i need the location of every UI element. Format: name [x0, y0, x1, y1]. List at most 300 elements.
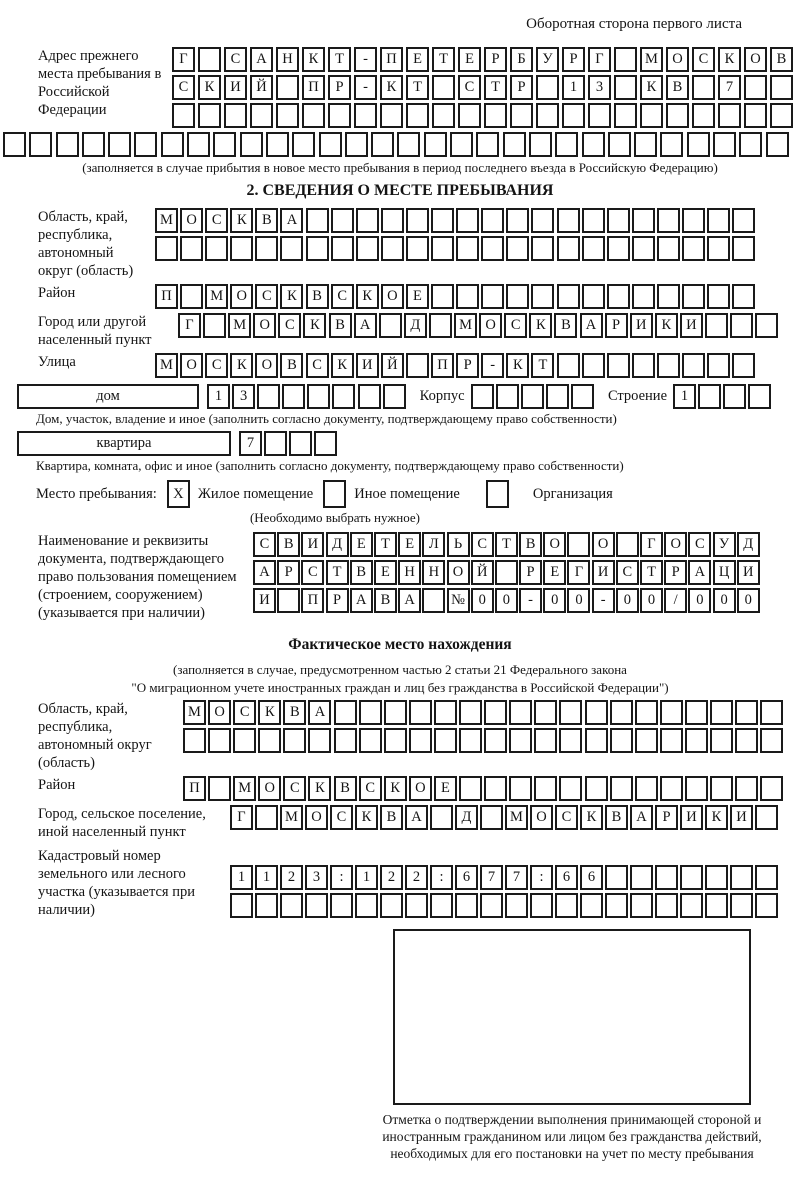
char-box[interactable] — [331, 236, 354, 261]
char-box[interactable]: Г — [178, 313, 201, 338]
char-box[interactable] — [280, 236, 303, 261]
char-box[interactable] — [3, 132, 26, 157]
char-box[interactable] — [495, 560, 518, 585]
char-box[interactable] — [29, 132, 52, 157]
char-box[interactable] — [730, 865, 753, 890]
char-box[interactable] — [289, 431, 312, 456]
char-box[interactable] — [431, 284, 454, 309]
char-box[interactable] — [276, 75, 299, 100]
char-box[interactable] — [557, 284, 580, 309]
char-box[interactable]: А — [253, 560, 276, 585]
char-box[interactable]: - — [592, 588, 615, 613]
char-box[interactable] — [630, 865, 653, 890]
char-box[interactable] — [559, 776, 582, 801]
char-box[interactable]: : — [430, 865, 453, 890]
char-box[interactable]: К — [303, 313, 326, 338]
char-box[interactable] — [480, 805, 503, 830]
char-box[interactable] — [616, 532, 639, 557]
char-box[interactable]: Е — [406, 47, 429, 72]
char-box[interactable] — [397, 132, 420, 157]
char-box[interactable]: Е — [350, 532, 373, 557]
char-box[interactable] — [718, 103, 741, 128]
char-box[interactable] — [459, 700, 482, 725]
char-box[interactable]: В — [306, 284, 329, 309]
char-box[interactable] — [730, 893, 753, 918]
char-box[interactable] — [555, 132, 578, 157]
char-box[interactable]: И — [730, 805, 753, 830]
char-box[interactable]: И — [224, 75, 247, 100]
char-box[interactable] — [657, 353, 680, 378]
char-box[interactable] — [456, 284, 479, 309]
char-box[interactable] — [571, 384, 594, 409]
char-box[interactable] — [484, 700, 507, 725]
char-box[interactable] — [509, 728, 532, 753]
char-box[interactable] — [180, 236, 203, 261]
char-box[interactable] — [531, 284, 554, 309]
char-box[interactable]: О — [479, 313, 502, 338]
char-box[interactable]: № — [447, 588, 470, 613]
char-box[interactable] — [614, 75, 637, 100]
char-box[interactable] — [358, 384, 381, 409]
char-box[interactable] — [356, 208, 379, 233]
char-box[interactable] — [455, 893, 478, 918]
char-box[interactable]: Н — [422, 560, 445, 585]
char-box[interactable]: В — [350, 560, 373, 585]
char-box[interactable]: - — [354, 47, 377, 72]
char-box[interactable] — [331, 208, 354, 233]
char-box[interactable]: В — [380, 805, 403, 830]
char-box[interactable] — [213, 132, 236, 157]
char-box[interactable] — [233, 728, 256, 753]
char-box[interactable] — [682, 284, 705, 309]
char-box[interactable] — [429, 313, 452, 338]
char-box[interactable] — [640, 103, 663, 128]
char-box[interactable]: П — [155, 284, 178, 309]
char-box[interactable]: О — [208, 700, 231, 725]
char-box[interactable] — [266, 132, 289, 157]
char-box[interactable] — [582, 208, 605, 233]
char-box[interactable] — [755, 893, 778, 918]
char-box[interactable] — [585, 728, 608, 753]
char-box[interactable]: М — [205, 284, 228, 309]
char-box[interactable]: И — [737, 560, 760, 585]
char-box[interactable] — [735, 700, 758, 725]
char-box[interactable] — [459, 728, 482, 753]
char-box[interactable]: М — [155, 353, 178, 378]
char-box[interactable] — [450, 132, 473, 157]
char-box[interactable] — [608, 132, 631, 157]
char-box[interactable] — [506, 208, 529, 233]
char-box[interactable] — [732, 284, 755, 309]
char-box[interactable] — [557, 353, 580, 378]
char-box[interactable]: М — [505, 805, 528, 830]
char-box[interactable] — [705, 313, 728, 338]
char-box[interactable] — [431, 236, 454, 261]
char-box[interactable] — [264, 431, 287, 456]
char-box[interactable] — [183, 728, 206, 753]
char-box[interactable] — [531, 236, 554, 261]
char-box[interactable]: 0 — [713, 588, 736, 613]
char-box[interactable] — [406, 236, 429, 261]
char-box[interactable] — [56, 132, 79, 157]
char-box[interactable]: Д — [737, 532, 760, 557]
char-box[interactable]: Л — [422, 532, 445, 557]
char-box[interactable] — [334, 728, 357, 753]
char-box[interactable] — [302, 103, 325, 128]
char-box[interactable]: С — [253, 532, 276, 557]
char-box[interactable]: 1 — [673, 384, 696, 409]
char-box[interactable] — [632, 236, 655, 261]
char-box[interactable] — [557, 236, 580, 261]
char-box[interactable]: К — [356, 284, 379, 309]
char-box[interactable] — [607, 208, 630, 233]
char-box[interactable] — [610, 700, 633, 725]
char-box[interactable] — [739, 132, 762, 157]
char-box[interactable]: - — [354, 75, 377, 100]
char-box[interactable] — [707, 353, 730, 378]
char-box[interactable] — [277, 588, 300, 613]
char-box[interactable]: В — [255, 208, 278, 233]
char-box[interactable] — [710, 700, 733, 725]
char-box[interactable]: Е — [374, 560, 397, 585]
char-box[interactable] — [155, 236, 178, 261]
char-box[interactable] — [380, 893, 403, 918]
char-box[interactable] — [198, 47, 221, 72]
char-box[interactable]: К — [506, 353, 529, 378]
char-box[interactable] — [334, 700, 357, 725]
char-box[interactable]: Б — [510, 47, 533, 72]
char-box[interactable] — [557, 208, 580, 233]
char-box[interactable] — [456, 208, 479, 233]
char-box[interactable] — [534, 700, 557, 725]
inoe-checkbox[interactable] — [323, 480, 346, 508]
char-box[interactable] — [660, 700, 683, 725]
char-box[interactable] — [755, 805, 778, 830]
char-box[interactable] — [409, 728, 432, 753]
char-box[interactable]: 7 — [480, 865, 503, 890]
char-box[interactable]: И — [301, 532, 324, 557]
char-box[interactable]: Р — [605, 313, 628, 338]
char-box[interactable]: А — [580, 313, 603, 338]
char-box[interactable] — [682, 353, 705, 378]
char-box[interactable] — [582, 353, 605, 378]
char-box[interactable] — [208, 728, 231, 753]
char-box[interactable]: С — [331, 284, 354, 309]
char-box[interactable]: Р — [328, 75, 351, 100]
char-box[interactable]: 6 — [455, 865, 478, 890]
char-box[interactable]: С — [616, 560, 639, 585]
char-box[interactable]: Р — [519, 560, 542, 585]
char-box[interactable]: С — [283, 776, 306, 801]
char-box[interactable]: Д — [404, 313, 427, 338]
char-box[interactable] — [405, 893, 428, 918]
char-box[interactable]: П — [301, 588, 324, 613]
char-box[interactable] — [614, 103, 637, 128]
char-box[interactable] — [610, 776, 633, 801]
char-box[interactable]: - — [481, 353, 504, 378]
char-box[interactable] — [536, 103, 559, 128]
char-box[interactable] — [605, 893, 628, 918]
char-box[interactable] — [381, 236, 404, 261]
char-box[interactable] — [406, 208, 429, 233]
char-box[interactable] — [459, 776, 482, 801]
char-box[interactable]: 6 — [580, 865, 603, 890]
char-box[interactable] — [713, 132, 736, 157]
char-box[interactable] — [283, 728, 306, 753]
char-box[interactable] — [481, 284, 504, 309]
char-box[interactable] — [605, 865, 628, 890]
char-box[interactable] — [345, 132, 368, 157]
char-box[interactable] — [280, 893, 303, 918]
char-box[interactable] — [381, 208, 404, 233]
char-box[interactable]: А — [350, 588, 373, 613]
char-box[interactable] — [161, 132, 184, 157]
char-box[interactable] — [666, 103, 689, 128]
char-box[interactable] — [735, 776, 758, 801]
char-box[interactable] — [705, 893, 728, 918]
char-box[interactable]: Д — [455, 805, 478, 830]
char-box[interactable] — [770, 103, 793, 128]
char-box[interactable] — [580, 893, 603, 918]
char-box[interactable] — [682, 236, 705, 261]
char-box[interactable] — [205, 236, 228, 261]
char-box[interactable] — [380, 103, 403, 128]
char-box[interactable] — [484, 728, 507, 753]
char-box[interactable]: М — [280, 805, 303, 830]
char-box[interactable] — [531, 208, 554, 233]
char-box[interactable] — [680, 865, 703, 890]
char-box[interactable] — [660, 728, 683, 753]
char-box[interactable] — [354, 103, 377, 128]
char-box[interactable]: Р — [664, 560, 687, 585]
char-box[interactable] — [585, 700, 608, 725]
char-box[interactable] — [687, 132, 710, 157]
char-box[interactable] — [356, 236, 379, 261]
char-box[interactable] — [506, 284, 529, 309]
char-box[interactable]: Р — [484, 47, 507, 72]
char-box[interactable]: К — [302, 47, 325, 72]
char-box[interactable] — [707, 284, 730, 309]
char-box[interactable]: В — [334, 776, 357, 801]
char-box[interactable] — [555, 893, 578, 918]
char-box[interactable]: Ц — [713, 560, 736, 585]
char-box[interactable]: / — [664, 588, 687, 613]
char-box[interactable] — [735, 728, 758, 753]
char-box[interactable]: : — [330, 865, 353, 890]
char-box[interactable]: Р — [456, 353, 479, 378]
char-box[interactable] — [503, 132, 526, 157]
char-box[interactable]: 3 — [588, 75, 611, 100]
char-box[interactable] — [582, 236, 605, 261]
char-box[interactable]: 1 — [255, 865, 278, 890]
char-box[interactable]: В — [666, 75, 689, 100]
char-box[interactable] — [582, 132, 605, 157]
char-box[interactable]: С — [359, 776, 382, 801]
char-box[interactable] — [257, 384, 280, 409]
char-box[interactable]: Р — [277, 560, 300, 585]
char-box[interactable]: Р — [510, 75, 533, 100]
char-box[interactable] — [258, 728, 281, 753]
char-box[interactable]: А — [688, 560, 711, 585]
char-box[interactable] — [432, 75, 455, 100]
char-box[interactable]: 3 — [305, 865, 328, 890]
char-box[interactable] — [732, 208, 755, 233]
char-box[interactable]: Т — [640, 560, 663, 585]
char-box[interactable] — [732, 236, 755, 261]
char-box[interactable]: О — [258, 776, 281, 801]
char-box[interactable]: М — [155, 208, 178, 233]
char-box[interactable]: И — [680, 313, 703, 338]
char-box[interactable] — [585, 776, 608, 801]
char-box[interactable]: 0 — [495, 588, 518, 613]
char-box[interactable]: С — [301, 560, 324, 585]
char-box[interactable]: В — [329, 313, 352, 338]
char-box[interactable]: О — [664, 532, 687, 557]
char-box[interactable]: О — [180, 208, 203, 233]
char-box[interactable]: И — [592, 560, 615, 585]
char-box[interactable] — [582, 284, 605, 309]
char-box[interactable]: У — [536, 47, 559, 72]
char-box[interactable]: С — [233, 700, 256, 725]
char-box[interactable] — [534, 776, 557, 801]
char-box[interactable] — [431, 208, 454, 233]
char-box[interactable]: Т — [432, 47, 455, 72]
char-box[interactable] — [108, 132, 131, 157]
char-box[interactable]: 0 — [471, 588, 494, 613]
char-box[interactable] — [379, 313, 402, 338]
char-box[interactable] — [505, 893, 528, 918]
char-box[interactable] — [484, 776, 507, 801]
char-box[interactable] — [710, 728, 733, 753]
char-box[interactable] — [692, 75, 715, 100]
char-box[interactable] — [705, 865, 728, 890]
char-box[interactable] — [534, 728, 557, 753]
char-box[interactable] — [432, 103, 455, 128]
char-box[interactable] — [383, 384, 406, 409]
char-box[interactable]: 0 — [567, 588, 590, 613]
char-box[interactable]: М — [183, 700, 206, 725]
char-box[interactable]: Т — [374, 532, 397, 557]
char-box[interactable]: Т — [531, 353, 554, 378]
char-box[interactable]: 0 — [543, 588, 566, 613]
char-box[interactable] — [471, 384, 494, 409]
char-box[interactable]: К — [198, 75, 221, 100]
char-box[interactable] — [730, 313, 753, 338]
char-box[interactable]: К — [580, 805, 603, 830]
char-box[interactable]: 1 — [562, 75, 585, 100]
char-box[interactable] — [384, 700, 407, 725]
char-box[interactable] — [359, 700, 382, 725]
char-box[interactable]: А — [280, 208, 303, 233]
char-box[interactable]: О — [253, 313, 276, 338]
char-box[interactable]: К — [308, 776, 331, 801]
char-box[interactable]: 2 — [405, 865, 428, 890]
char-box[interactable]: О — [543, 532, 566, 557]
char-box[interactable]: М — [233, 776, 256, 801]
char-box[interactable]: Р — [655, 805, 678, 830]
char-box[interactable]: А — [405, 805, 428, 830]
char-box[interactable]: 7 — [718, 75, 741, 100]
char-box[interactable]: С — [278, 313, 301, 338]
char-box[interactable]: О — [530, 805, 553, 830]
char-box[interactable]: А — [354, 313, 377, 338]
char-box[interactable] — [282, 384, 305, 409]
char-box[interactable] — [422, 588, 445, 613]
char-box[interactable]: С — [504, 313, 527, 338]
char-box[interactable]: О — [409, 776, 432, 801]
char-box[interactable] — [760, 700, 783, 725]
char-box[interactable]: Г — [567, 560, 590, 585]
char-box[interactable] — [430, 893, 453, 918]
char-box[interactable] — [292, 132, 315, 157]
char-box[interactable] — [406, 353, 429, 378]
char-box[interactable] — [562, 103, 585, 128]
char-box[interactable] — [707, 236, 730, 261]
char-box[interactable] — [607, 353, 630, 378]
char-box[interactable] — [723, 384, 746, 409]
char-box[interactable] — [458, 103, 481, 128]
char-box[interactable]: О — [381, 284, 404, 309]
char-box[interactable]: С — [172, 75, 195, 100]
char-box[interactable]: А — [630, 805, 653, 830]
char-box[interactable] — [509, 700, 532, 725]
char-box[interactable]: 1 — [207, 384, 230, 409]
char-box[interactable] — [660, 132, 683, 157]
char-box[interactable] — [588, 103, 611, 128]
char-box[interactable] — [660, 776, 683, 801]
char-box[interactable]: К — [529, 313, 552, 338]
char-box[interactable] — [187, 132, 210, 157]
char-box[interactable] — [430, 805, 453, 830]
char-box[interactable]: Т — [495, 532, 518, 557]
char-box[interactable] — [632, 284, 655, 309]
char-box[interactable]: К — [258, 700, 281, 725]
char-box[interactable] — [208, 776, 231, 801]
char-box[interactable]: П — [302, 75, 325, 100]
char-box[interactable] — [255, 236, 278, 261]
char-box[interactable] — [748, 384, 771, 409]
char-box[interactable]: И — [253, 588, 276, 613]
char-box[interactable]: Н — [276, 47, 299, 72]
char-box[interactable]: Т — [484, 75, 507, 100]
char-box[interactable] — [230, 236, 253, 261]
char-box[interactable] — [567, 532, 590, 557]
char-box[interactable]: 6 — [555, 865, 578, 890]
char-box[interactable] — [314, 431, 337, 456]
char-box[interactable]: М — [228, 313, 251, 338]
char-box[interactable]: К — [230, 353, 253, 378]
char-box[interactable] — [744, 75, 767, 100]
char-box[interactable]: К — [384, 776, 407, 801]
char-box[interactable]: Р — [326, 588, 349, 613]
char-box[interactable] — [529, 132, 552, 157]
char-box[interactable]: А — [250, 47, 273, 72]
char-box[interactable] — [434, 728, 457, 753]
char-box[interactable]: : — [530, 865, 553, 890]
char-box[interactable]: И — [630, 313, 653, 338]
char-box[interactable] — [685, 776, 708, 801]
char-box[interactable]: 1 — [230, 865, 253, 890]
char-box[interactable]: Е — [406, 284, 429, 309]
char-box[interactable] — [632, 208, 655, 233]
char-box[interactable] — [434, 700, 457, 725]
char-box[interactable]: С — [458, 75, 481, 100]
char-box[interactable]: К — [718, 47, 741, 72]
char-box[interactable]: А — [398, 588, 421, 613]
char-box[interactable]: С — [306, 353, 329, 378]
char-box[interactable] — [692, 103, 715, 128]
char-box[interactable] — [546, 384, 569, 409]
